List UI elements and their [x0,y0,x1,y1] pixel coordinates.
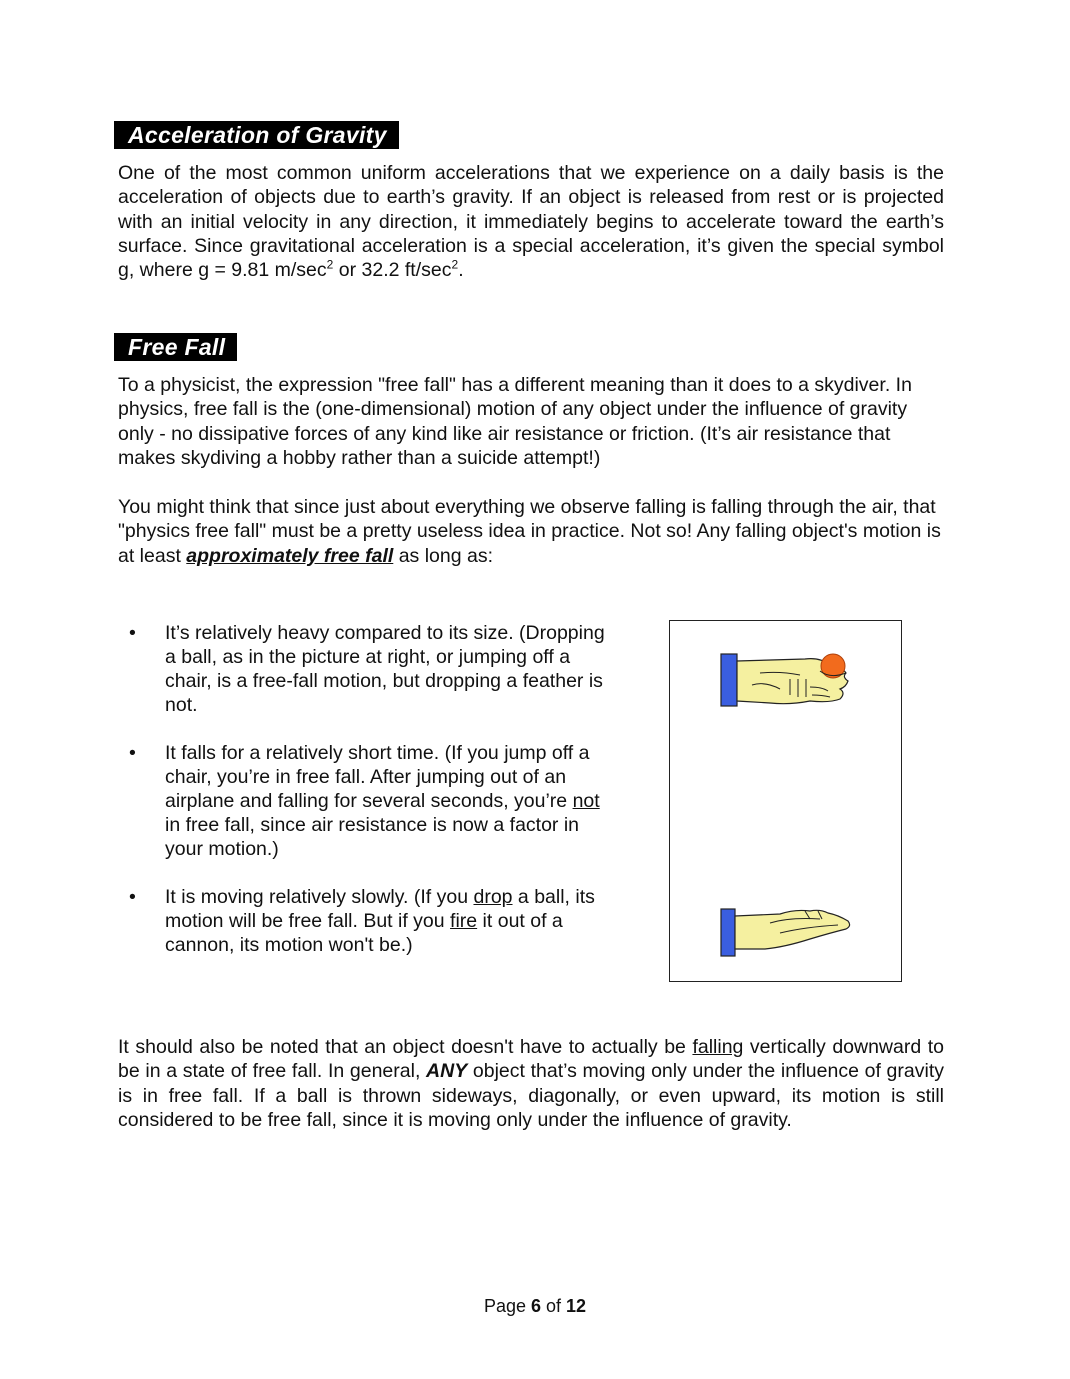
conditions-bullet-list [118,621,618,981]
any-emphasis: ANY [426,1060,468,1083]
sleeve-icon [721,909,735,956]
fire-emphasis: fire [450,910,478,932]
bullet-text-before: It is moving relatively slowly. (If you [165,886,474,908]
footer-prefix: Page [483,1296,531,1316]
gravity-text-mid: or 32.2 ft/sec [333,259,452,282]
bullet-icon: • [129,742,136,764]
ball-drop-illustration [670,621,900,980]
footer-middle: of [541,1296,567,1316]
para3-text-mid: vertically downward to be in a state of free fall. In general, [118,1036,944,1083]
list-item [118,621,618,717]
free-fall-paragraph-2 [118,495,944,568]
free-fall-paragraph-3 [118,1035,944,1132]
ball-drop-figure [669,620,902,982]
open-hand-icon [721,909,850,956]
gravity-text-main: One of the most common uniform accelerations that we experience on a daily basis is the acceleration of objects due to earth’s gravity. If an object is released from rest or is projected with an initial velocity in any direction, it immediately begins to accelerate toward the earth’s surface. Since gravitational acceleration is a special acceleration, it’s given the special symbol g, where g = 9.81 m/sec [118,162,944,282]
list-item [118,741,618,861]
bullet-text-mid: a ball, its motion will be free fall. But if you [165,886,595,932]
section-heading-free-fall: Free Fall [114,333,237,361]
bullet-text: It’s relatively heavy compared to its size. (Dropping a ball, as in the picture at right, or jumping off a chair, is a free-fall motion, but dropping a feather is not. [165,622,605,716]
bullet-icon: • [129,886,136,908]
superscript: 2 [451,257,459,272]
not-emphasis: not [572,790,600,812]
bullet-icon: • [129,622,136,644]
para3-text-before: It should also be noted that an object doesn't have to actually be [118,1036,693,1058]
total-pages-number: 12 [566,1296,587,1316]
drop-emphasis: drop [473,886,513,908]
page-number-footer [0,1296,1070,1317]
bullet-text-after: in free fall, since air resistance is now a factor in your motion.) [165,814,580,860]
gravity-text-end: . [458,259,464,282]
list-item [118,885,618,957]
falling-emphasis: falling [692,1036,744,1058]
free-fall-paragraph-1: To a physicist, the expression "free fall" has a different meaning than it does to a skydiver. In physics, free fall is the (one-dimensional) motion of any object under the influence of gravity only - no dissipative forces of any kind like air resistance or friction. (It’s air resistance that makes skydiving a hobby rather than a suicide attempt!) [118,374,912,469]
bullet-text-before: It falls for a relatively short time. (If you jump off a chair, you’re in free fall. After jumping out of an airplane and falling for several seconds, you’re [165,742,590,812]
bullet-text-after: it out of a cannon, its motion won't be.) [165,910,563,956]
para2-text-after: as long as: [393,544,494,567]
current-page-number: 6 [530,1296,541,1316]
hand-holding-ball-icon [721,654,848,706]
approximately-free-fall-emphasis: approximately free fall [186,544,394,567]
sleeve-icon [721,654,737,706]
hand-icon [735,910,850,949]
superscript: 2 [326,257,334,272]
para3-text-after: object that’s moving only under the influence of gravity is in free fall. If a ball is thrown sideways, diagonally, or even upward, its motion is still considered to be free fall, since it is moving only under the influence of gravity. [118,1060,944,1131]
section-heading-acceleration-of-gravity: Acceleration of Gravity [114,121,399,149]
para2-text-before: You might think that since just about everything we observe falling is falling through the air, that "physics free fall" must be a pretty useless idea in practice. Not so! Any falling object's motion is at least [118,496,941,567]
gravity-paragraph [118,161,944,282]
